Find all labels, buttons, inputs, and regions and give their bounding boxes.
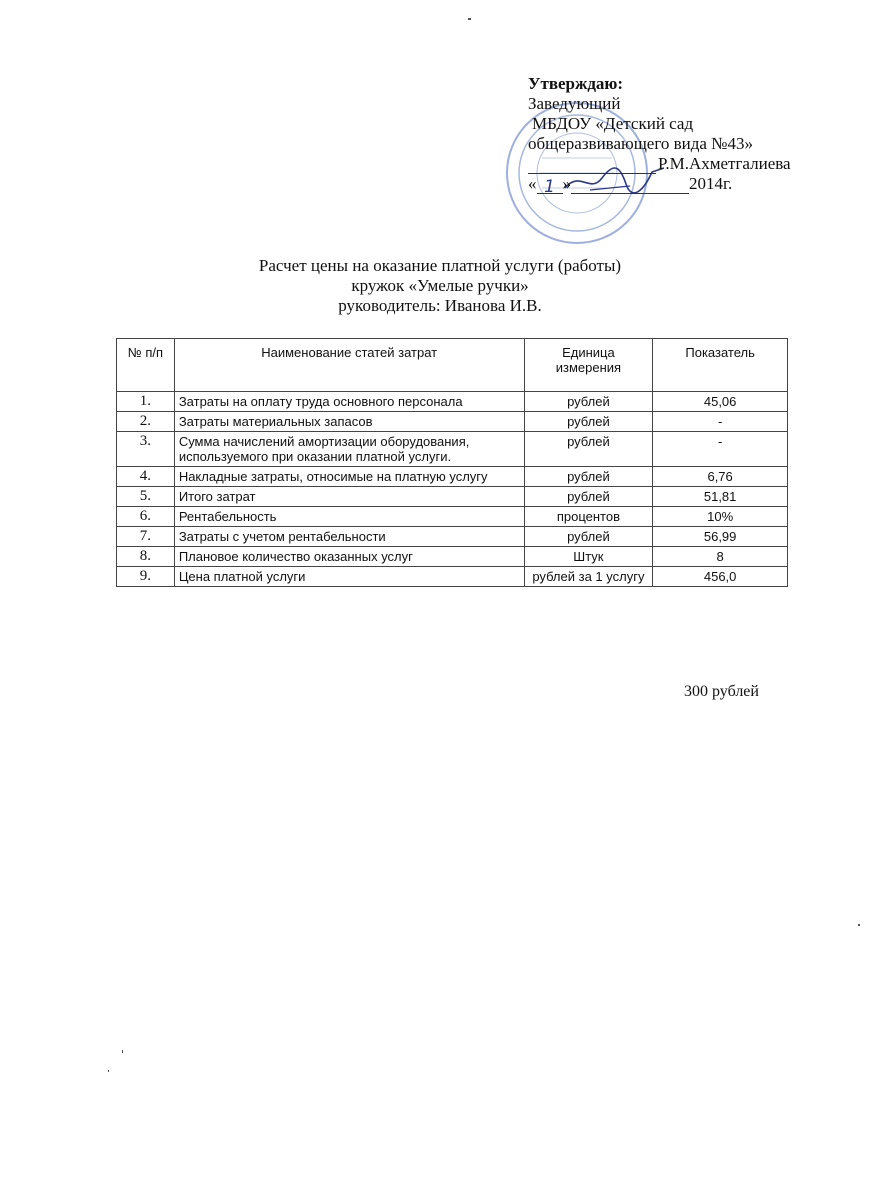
- table-row: [117, 392, 788, 412]
- table-header-row: [117, 339, 788, 392]
- row-name: Цена платной услуги: [174, 567, 524, 587]
- row-name: Итого затрат: [174, 487, 524, 507]
- table-row: [117, 487, 788, 507]
- row-value: 456,0: [653, 567, 788, 587]
- row-value: 51,81: [653, 487, 788, 507]
- row-number: 9.: [117, 567, 175, 587]
- heading-line1: Расчет цены на оказание платной услуги (работы): [258, 256, 622, 275]
- table-row: [117, 432, 788, 467]
- row-unit: рублей: [524, 412, 653, 432]
- date-close-quote: »: [562, 174, 571, 193]
- row-number: 8.: [117, 547, 175, 567]
- row-value: 56,99: [653, 527, 788, 547]
- row-number: 4.: [117, 467, 175, 487]
- date-underline: [571, 177, 689, 194]
- approval-org-line2: общеразвивающего вида №43»: [528, 134, 753, 153]
- table-row: [117, 507, 788, 527]
- row-name: Затраты с учетом рентабельности: [174, 527, 524, 547]
- header-unit: Единица измерения: [524, 339, 653, 392]
- row-name: Накладные затраты, относимые на платную услугу: [174, 467, 524, 487]
- row-unit: рублей: [524, 467, 653, 487]
- row-value: -: [653, 412, 788, 432]
- approval-signatory: Р.М.Ахметгалиева: [658, 154, 791, 173]
- row-unit: рублей: [524, 392, 653, 412]
- scan-speck: [858, 924, 860, 926]
- row-unit: рублей: [524, 527, 653, 547]
- row-value: -: [653, 432, 788, 467]
- row-unit: рублей: [524, 432, 653, 467]
- heading-line3: руководитель: Иванова И.В.: [338, 296, 542, 315]
- row-name: Рентабельность: [174, 507, 524, 527]
- approval-org-line1: МБДОУ «Детский сад: [532, 114, 694, 133]
- header-item-name: Наименование статей затрат: [174, 339, 524, 392]
- scan-speck: [122, 1050, 123, 1053]
- row-name: Затраты материальных запасов: [174, 412, 524, 432]
- row-unit: рублей за 1 услугу: [524, 567, 653, 587]
- table-row: [117, 567, 788, 587]
- row-number: 1.: [117, 392, 175, 412]
- table-row: [117, 412, 788, 432]
- approval-signature-line: [528, 154, 848, 174]
- header-value: Показатель: [653, 339, 788, 392]
- scan-speck: [468, 18, 471, 20]
- row-number: 2.: [117, 412, 175, 432]
- date-day: 1: [537, 177, 563, 194]
- date-year: 2014г.: [689, 174, 733, 193]
- signature-underline: [528, 157, 656, 174]
- header-number: № п/п: [117, 339, 175, 392]
- row-unit: процентов: [524, 507, 653, 527]
- row-unit: рублей: [524, 487, 653, 507]
- row-number: 5.: [117, 487, 175, 507]
- row-number: 6.: [117, 507, 175, 527]
- row-number: 7.: [117, 527, 175, 547]
- scan-speck: [108, 1070, 109, 1072]
- document-heading: [140, 256, 740, 316]
- approval-block: [528, 74, 848, 197]
- row-name: Сумма начислений амортизации оборудования, используемого при оказании платной услуги.: [174, 432, 524, 467]
- heading-line2: кружок «Умелые ручки»: [351, 276, 529, 295]
- row-name: Затраты на оплату труда основного персонала: [174, 392, 524, 412]
- row-unit: Штук: [524, 547, 653, 567]
- row-value: 8: [653, 547, 788, 567]
- row-value: 6,76: [653, 467, 788, 487]
- approval-title: Утверждаю:: [528, 74, 624, 93]
- row-name: Плановое количество оказанных услуг: [174, 547, 524, 567]
- table-row: [117, 547, 788, 567]
- cost-table: [116, 338, 788, 587]
- row-number: 3.: [117, 432, 175, 467]
- approval-position: Заведующий: [528, 94, 621, 113]
- handwritten-price-note: 300 рублей: [684, 683, 759, 700]
- row-value: 10%: [653, 507, 788, 527]
- table-row: [117, 527, 788, 547]
- approval-date-line: [528, 174, 848, 197]
- date-open-quote: «: [528, 174, 537, 193]
- table-row: [117, 467, 788, 487]
- row-value: 45,06: [653, 392, 788, 412]
